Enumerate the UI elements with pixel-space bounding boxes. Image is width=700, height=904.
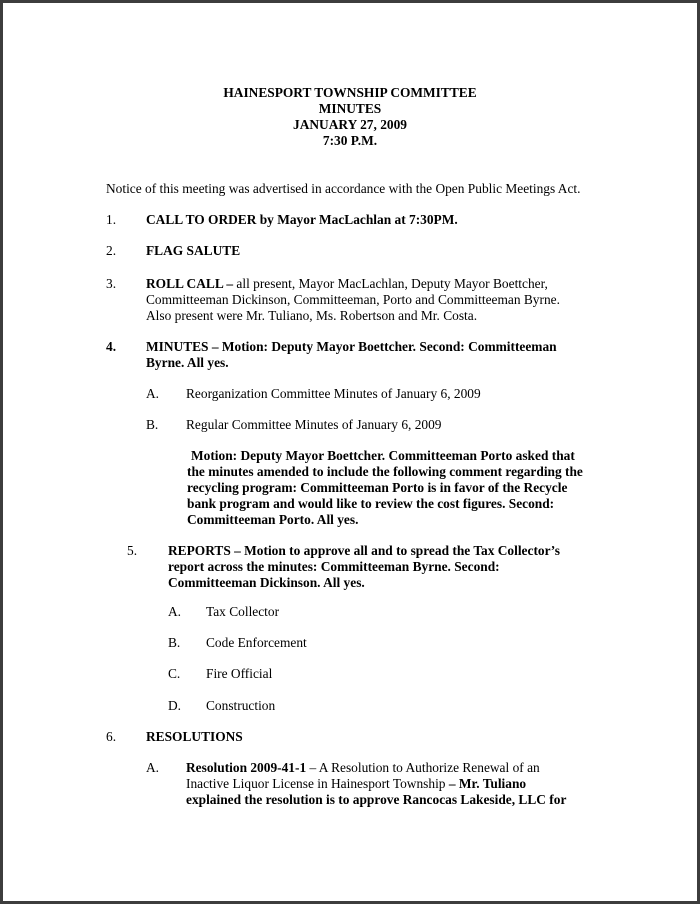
roll-call-label: ROLL CALL – xyxy=(146,276,234,291)
item-5-sub-d-letter: D. xyxy=(168,698,182,713)
item-4-motion-line-4: bank program and would like to review the cost figures. Second: xyxy=(187,496,555,511)
item-4-minutes-line-2: Byrne. All yes. xyxy=(146,355,229,370)
item-5-sub-c-text: Fire Official xyxy=(206,666,273,681)
item-4-sub-b-text: Regular Committee Minutes of January 6, 2009 xyxy=(186,417,442,432)
item-6-resolutions: RESOLUTIONS xyxy=(146,729,243,744)
item-3-roll-call-line-3: Also present were Mr. Tuliano, Ms. Robertson and Mr. Costa. xyxy=(146,308,478,323)
item-1-call-to-order: CALL TO ORDER by Mayor MacLachlan at 7:30PM. xyxy=(146,212,458,227)
item-1-number: 1. xyxy=(106,212,117,227)
item-4-motion-line-2: the minutes amended to include the following comment regarding the xyxy=(187,464,583,479)
item-5-reports-line-2: report across the minutes: Committeeman Byrne. Second: xyxy=(168,559,500,574)
item-4-sub-a-text: Reorganization Committee Minutes of January 6, 2009 xyxy=(186,386,481,401)
item-5-sub-a-letter: A. xyxy=(168,604,182,619)
item-4-motion-line-1: Motion: Deputy Mayor Boettcher. Committeeman Porto asked that xyxy=(191,448,575,463)
resolution-speaker: – Mr. Tuliano xyxy=(448,776,527,791)
resolution-title-part-1: – A Resolution to Authorize Renewal of an xyxy=(306,760,540,775)
item-4-motion-line-3: recycling program: Committeeman Porto is in favor of the Recycle xyxy=(187,480,568,495)
item-4-sub-a-letter: A. xyxy=(146,386,160,401)
item-6-resolution-line-2 xyxy=(186,776,526,792)
item-5-reports-line-3: Committeeman Dickinson. All yes. xyxy=(168,575,365,590)
item-4-sub-b-letter: B. xyxy=(146,417,159,432)
item-3-roll-call-line-1 xyxy=(146,276,548,292)
header-date: JANUARY 27, 2009 xyxy=(293,117,407,132)
item-5-sub-c-letter: C. xyxy=(168,666,181,681)
item-3-number: 3. xyxy=(106,276,117,291)
notice-text: Notice of this meeting was advertised in accordance with the Open Public Meetings Act. xyxy=(106,181,581,196)
header-committee-name: HAINESPORT TOWNSHIP COMMITTEE xyxy=(223,85,477,100)
item-3-roll-call-line-2: Committeeman Dickinson, Committeeman, Porto and Committeeman Byrne. xyxy=(146,292,560,307)
item-5-sub-b-letter: B. xyxy=(168,635,181,650)
header-minutes: MINUTES xyxy=(318,101,382,116)
resolution-title-part-2: Inactive Liquor License in Hainesport Township xyxy=(186,776,449,791)
item-6-number: 6. xyxy=(106,729,117,744)
item-5-number: 5. xyxy=(127,543,138,558)
roll-call-attendees: all present, Mayor MacLachlan, Deputy Mayor Boettcher, xyxy=(233,276,548,291)
item-5-sub-d-text: Construction xyxy=(206,698,276,713)
item-6-resolution-line-1 xyxy=(186,760,540,776)
item-6-sub-a-letter: A. xyxy=(146,760,160,775)
item-5-sub-a-text: Tax Collector xyxy=(206,604,280,619)
item-5-sub-b-text: Code Enforcement xyxy=(206,635,307,650)
header-time: 7:30 P.M. xyxy=(322,133,378,148)
document-header xyxy=(3,85,697,149)
item-2-number: 2. xyxy=(106,243,117,258)
item-4-number: 4. xyxy=(106,339,117,354)
item-5-reports-line-1: REPORTS – Motion to approve all and to spread the Tax Collector’s xyxy=(168,543,560,558)
item-4-motion-line-5: Committeeman Porto. All yes. xyxy=(187,512,359,527)
item-6-resolution-line-3: explained the resolution is to approve Rancocas Lakeside, LLC for xyxy=(186,792,567,807)
resolution-number: Resolution 2009-41-1 xyxy=(186,760,307,775)
item-4-minutes-line-1: MINUTES – Motion: Deputy Mayor Boettcher. Second: Committeeman xyxy=(146,339,557,354)
item-2-flag-salute: FLAG SALUTE xyxy=(146,243,241,258)
document-page xyxy=(3,3,697,901)
